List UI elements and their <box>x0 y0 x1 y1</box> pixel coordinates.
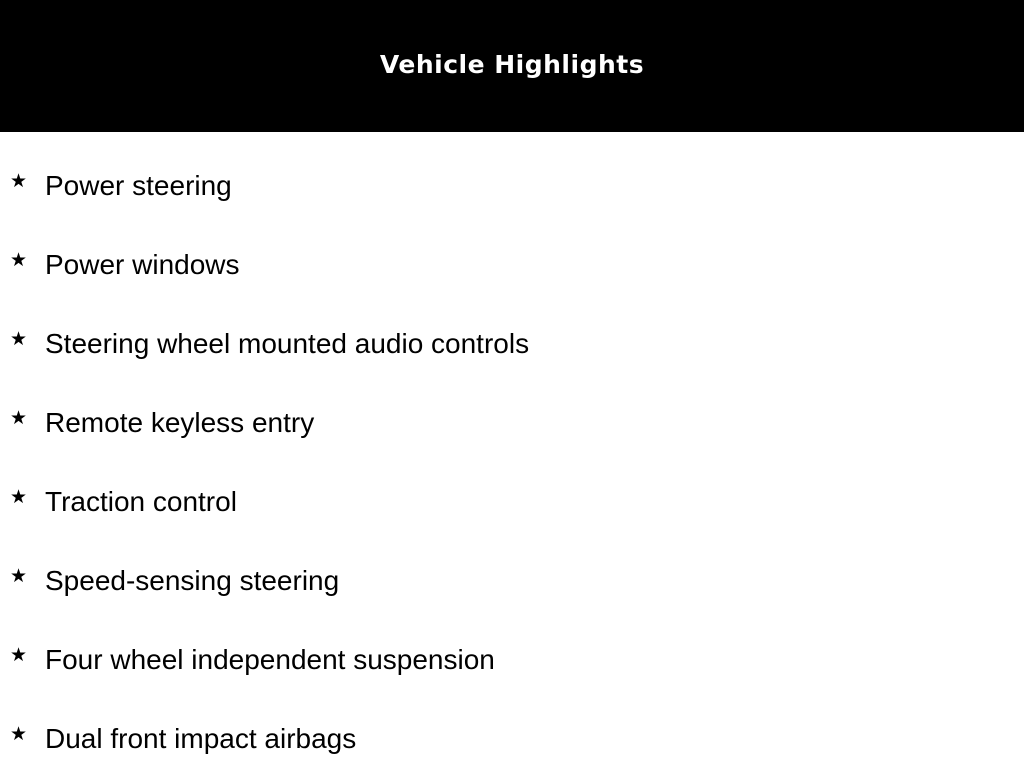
list-item <box>0 146 1024 225</box>
star-icon: ★ <box>10 249 28 271</box>
list-item-label: Four wheel independent suspension <box>45 643 495 675</box>
list-item <box>0 304 1024 383</box>
list-item-label: Power steering <box>45 169 232 201</box>
list-item-label: Traction control <box>45 485 237 517</box>
list-item-label: Remote keyless entry <box>45 406 315 438</box>
star-icon: ★ <box>10 407 28 429</box>
star-icon: ★ <box>10 170 28 192</box>
star-icon: ★ <box>10 644 28 666</box>
page-title: Vehicle Highlights <box>379 49 645 79</box>
list-item <box>0 541 1024 620</box>
list-item <box>0 383 1024 462</box>
header-banner <box>0 0 1024 132</box>
list-item <box>0 620 1024 699</box>
list-item-label: Power windows <box>45 248 240 280</box>
list-item-label: Steering wheel mounted audio controls <box>45 327 530 359</box>
star-icon: ★ <box>10 565 28 587</box>
list-item <box>0 225 1024 304</box>
star-icon: ★ <box>10 486 28 508</box>
list-item <box>0 699 1024 778</box>
star-icon: ★ <box>10 328 28 350</box>
star-icon: ★ <box>10 723 28 745</box>
highlights-list <box>0 146 1024 778</box>
list-item <box>0 462 1024 541</box>
list-item-label: Speed-sensing steering <box>45 564 340 596</box>
list-item-label: Dual front impact airbags <box>45 722 357 754</box>
